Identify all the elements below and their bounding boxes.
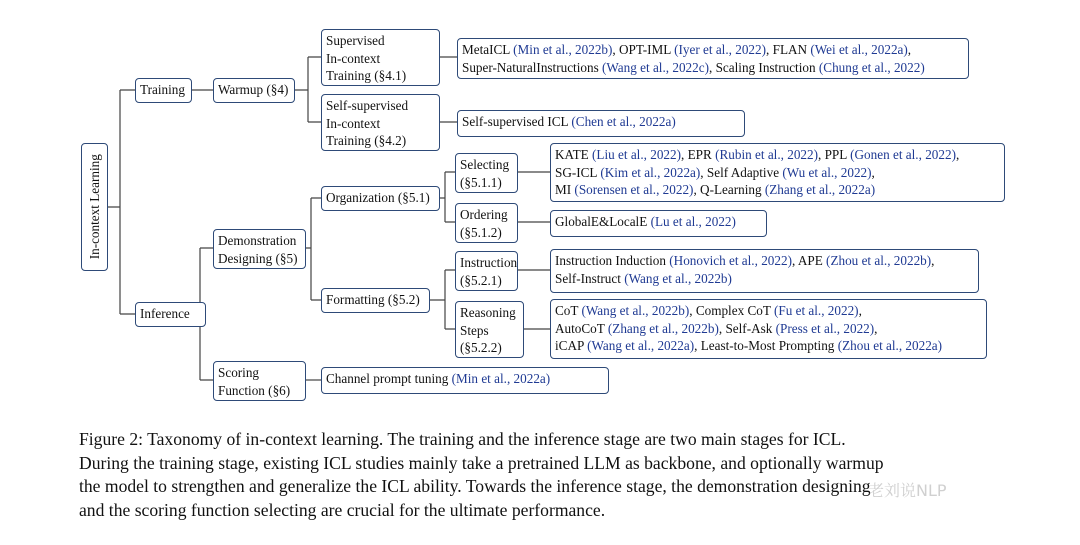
scoring-line-2: Function (§6) — [218, 382, 291, 398]
ordering-node — [455, 203, 518, 243]
reference-line — [555, 181, 1000, 199]
citation-link[interactable]: (Press et al., 2022) — [775, 320, 875, 336]
reference-line — [462, 113, 740, 131]
method-name: , — [907, 42, 912, 57]
citation-link[interactable]: (Wang et al., 2022b) — [624, 270, 732, 286]
method-name: Self-supervised ICL — [462, 114, 572, 129]
reasoning-refs-node — [550, 299, 987, 359]
reference-line — [555, 337, 982, 355]
method-name: , — [931, 253, 935, 268]
method-name: , — [871, 164, 875, 180]
ordering-refs-node — [550, 210, 767, 237]
training-label: Training — [140, 82, 185, 97]
caption-line-2: During the training stage, existing ICL studies mainly take a pretrained LLM as backbone, and optionally warmup — [79, 452, 884, 473]
method-name: MetaICL — [462, 42, 514, 57]
warmup-node — [213, 78, 295, 103]
ordering-line-2: (§5.1.2) — [460, 224, 502, 240]
figure-caption — [79, 428, 1029, 522]
method-name: Channel prompt tuning — [326, 371, 452, 386]
supervised-line-3: Training (§4.1) — [326, 68, 407, 83]
citation-link[interactable]: (Zhang et al., 2022a) — [764, 182, 876, 197]
scoring-line-1: Scoring — [218, 365, 260, 380]
method-name: , OPT-IML — [612, 42, 675, 57]
selecting-node — [455, 153, 518, 193]
root-label: In-context Learning — [86, 154, 102, 260]
method-name: , APE — [791, 253, 827, 268]
method-name: , Scaling Instruction — [708, 59, 819, 75]
method-name: , PPL — [818, 147, 851, 162]
citation-link[interactable]: (Gonen et al., 2022) — [850, 147, 956, 162]
demonstration-designing-node — [213, 229, 306, 269]
citation-link[interactable]: (Zhou et al., 2022b) — [826, 253, 932, 268]
citation-link[interactable]: (Chung et al., 2022) — [818, 59, 925, 75]
method-name: , Self-Ask — [718, 320, 776, 336]
caption-line-1: Figure 2: Taxonomy of in-context learning. The training and the inference stage are two main stages for ICL. — [79, 429, 846, 449]
method-name: , Self Adaptive — [700, 164, 783, 180]
citation-link[interactable]: (Wang et al., 2022c) — [602, 59, 709, 75]
organization-node — [321, 186, 440, 211]
instruction-refs-node — [550, 249, 979, 293]
supervised-refs-node — [457, 38, 969, 79]
method-name: Self-Instruct — [555, 270, 625, 286]
supervised-training-node — [321, 29, 440, 86]
method-name: , — [858, 303, 862, 318]
training-node — [135, 78, 192, 103]
selfsup-line-2: In-context — [326, 115, 381, 131]
scoring-refs-node — [321, 367, 609, 394]
citation-link[interactable]: (Fu et al., 2022) — [773, 303, 859, 318]
instruction-node — [455, 251, 518, 291]
method-name: , Least-to-Most Prompting — [694, 338, 838, 353]
reference-line — [555, 320, 982, 338]
method-name: , Q-Learning — [693, 182, 765, 197]
method-name: Instruction Induction — [555, 253, 670, 268]
root-node-in-context-learning — [81, 143, 108, 271]
method-name: , EPR — [681, 147, 716, 162]
citation-link[interactable]: (Iyer et al., 2022) — [674, 42, 767, 57]
reference-line — [462, 41, 964, 59]
formatting-label: Formatting (§5.2) — [326, 292, 420, 307]
citation-link[interactable]: (Wei et al., 2022a) — [810, 42, 908, 57]
citation-link[interactable]: (Rubin et al., 2022) — [715, 147, 818, 162]
citation-link[interactable]: (Zhou et al., 2022a) — [837, 338, 943, 353]
reasoning-line-1: Reasoning — [460, 305, 516, 320]
organization-label: Organization (§5.1) — [326, 190, 430, 205]
scoring-function-node — [213, 361, 306, 401]
citation-link[interactable]: (Wang et al., 2022b) — [581, 303, 690, 318]
method-name: MI — [555, 182, 575, 197]
method-name: , Complex CoT — [689, 303, 774, 318]
selfsup-line-3: Training (§4.2) — [326, 133, 407, 148]
selfsup-refs-node — [457, 110, 745, 137]
reference-line — [462, 59, 964, 77]
reasoning-steps-node — [455, 301, 524, 358]
citation-link[interactable]: (Kim et al., 2022a) — [600, 164, 701, 180]
formatting-node — [321, 288, 430, 313]
citation-link[interactable]: (Min et al., 2022a) — [451, 371, 551, 386]
citation-link[interactable]: (Min et al., 2022b) — [513, 42, 613, 57]
reference-line — [555, 302, 982, 320]
citation-link[interactable]: (Lu et al., 2022) — [650, 214, 736, 229]
method-name: Super-NaturalInstructions — [462, 59, 603, 75]
selfsup-line-1: Self-supervised — [326, 98, 409, 113]
method-name: , FLAN — [766, 42, 811, 57]
method-name: SG-ICL — [555, 164, 601, 180]
watermark: 老刘说NLP — [868, 481, 947, 500]
supervised-line-2: In-context — [326, 50, 381, 66]
inference-label: Inference — [140, 306, 190, 321]
caption-line-4: and the scoring function selecting are crucial for the ultimate performance. — [79, 499, 606, 520]
method-name: iCAP — [555, 338, 588, 353]
citation-link[interactable]: (Liu et al., 2022) — [592, 147, 681, 162]
reference-line — [555, 252, 974, 270]
reference-line — [555, 146, 1000, 164]
method-name: GlobalE&LocalE — [555, 214, 651, 229]
method-name: , — [874, 320, 878, 336]
method-name: CoT — [555, 303, 582, 318]
warmup-label: Warmup (§4) — [218, 82, 289, 97]
citation-link[interactable]: (Chen et al., 2022a) — [571, 114, 676, 129]
reference-line — [555, 270, 974, 288]
selecting-line-1: Selecting — [460, 157, 510, 172]
method-name: AutoCoT — [555, 320, 608, 336]
reasoning-line-2: Steps — [460, 322, 489, 338]
demo-line-2: Designing (§5) — [218, 250, 298, 266]
citation-link[interactable]: (Honovich et al., 2022) — [669, 253, 792, 268]
demo-line-1: Demonstration — [218, 233, 297, 248]
self-supervised-training-node — [321, 94, 440, 151]
reference-line — [555, 164, 1000, 182]
reference-line — [326, 370, 604, 388]
caption-line-3: the model to strengthen and generalize the ICL ability. Towards the inference stage, the demonstration designing — [79, 476, 871, 497]
selecting-refs-node — [550, 143, 1005, 202]
citation-link[interactable]: (Wu et al., 2022) — [782, 164, 872, 180]
reasoning-line-3: (§5.2.2) — [460, 340, 502, 355]
instruction-line-1: Instruction — [460, 255, 518, 270]
citation-link[interactable]: (Sorensen et al., 2022) — [574, 182, 694, 197]
reference-line — [555, 213, 762, 231]
inference-node — [135, 302, 206, 327]
citation-link[interactable]: (Zhang et al., 2022b) — [607, 320, 719, 336]
selecting-line-2: (§5.1.1) — [460, 174, 502, 190]
supervised-line-1: Supervised — [326, 33, 385, 48]
citation-link[interactable]: (Wang et al., 2022a) — [587, 338, 695, 353]
method-name: KATE — [555, 147, 592, 162]
instruction-line-2: (§5.2.1) — [460, 272, 502, 288]
ordering-line-1: Ordering — [460, 207, 508, 222]
method-name: , — [955, 147, 960, 162]
